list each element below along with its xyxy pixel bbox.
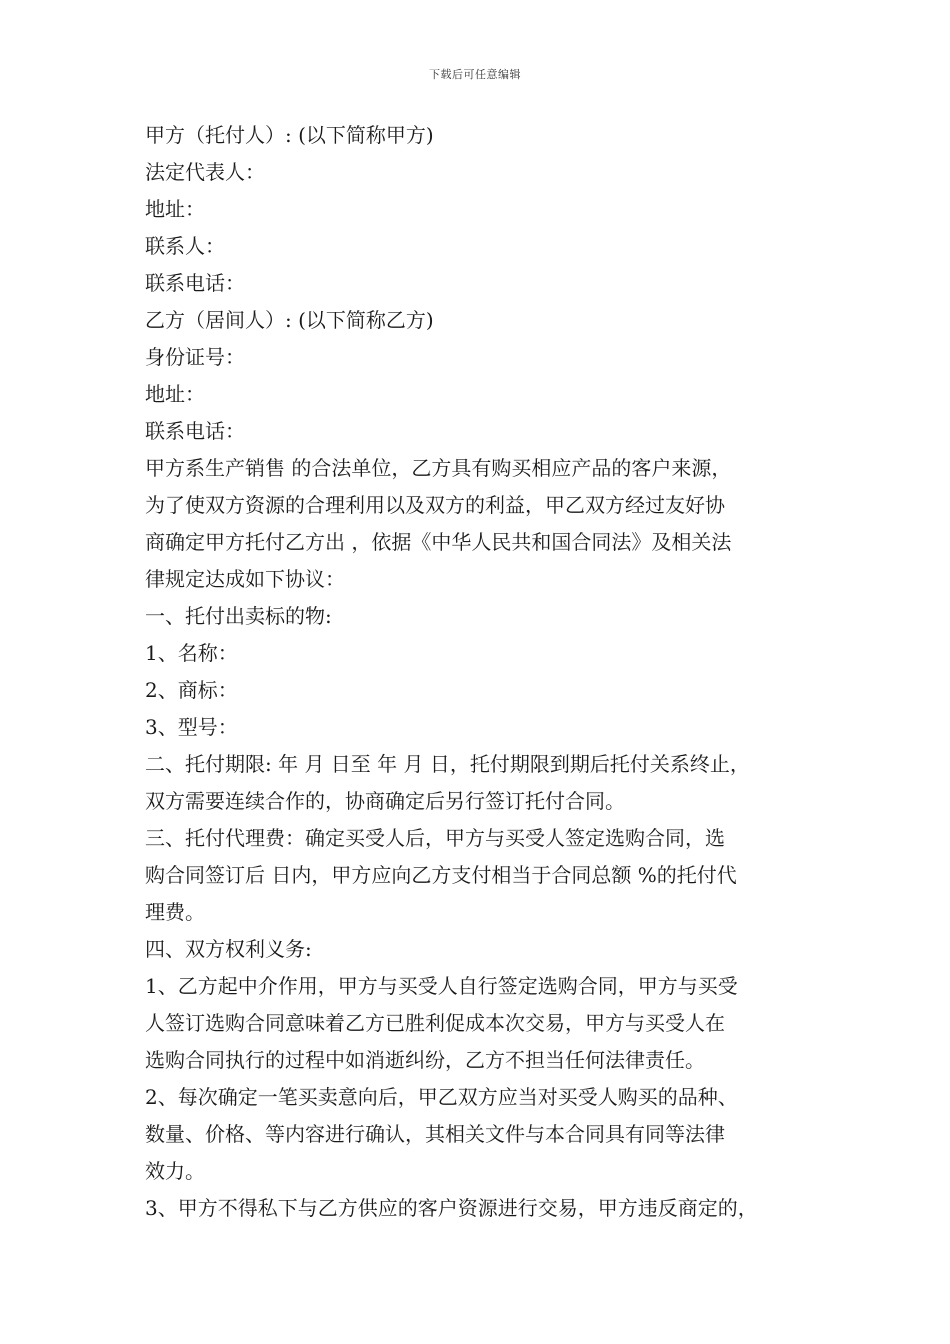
obligation-2-line: 数量、价格、等内容进行确认，其相关文件与本合同具有同等法律 <box>145 1122 725 1146</box>
item-trademark-line: 2、商标： <box>145 678 238 702</box>
obligation-2-line: 2、每次确定一笔买卖意向后，甲乙双方应当对买受人购买的品种、 <box>145 1085 738 1109</box>
term-clause-line: 二、托付期限: 年 月 日至 年 月 日，托付期限到期后托付关系终止， <box>145 752 750 776</box>
fee-clause-line: 理费。 <box>145 900 205 924</box>
item-model-line: 3、型号： <box>145 715 238 739</box>
document-body <box>145 117 825 1227</box>
obligation-1-line: 选购合同执行的过程中如消逝纠纷，乙方不担当任何法律责任。 <box>145 1048 705 1072</box>
party-a-line: 甲方（托付人）: (以下简称甲方) <box>145 123 434 147</box>
fee-clause-line: 购合同签订后 日内，甲方应向乙方支付相当于合同总额 %的托付代 <box>145 863 737 887</box>
legal-representative-line: 法定代表人： <box>145 160 265 184</box>
preamble-line: 商确定甲方托付乙方出 ，依据《中华人民共和国合同法》及相关法 <box>145 530 732 554</box>
section-heading: 四、双方权利义务: <box>145 937 312 961</box>
term-clause-line: 双方需要连续合作的，协商确定后另行签订托付合同。 <box>145 789 625 813</box>
preamble-line: 甲方系生产销售 的合法单位，乙方具有购买相应产品的客户来源， <box>145 456 732 480</box>
party-a-contact-line: 联系人： <box>145 234 225 258</box>
party-b-address-line: 地址： <box>145 382 205 406</box>
preamble-line: 为了使双方资源的合理利用以及双方的利益，甲乙双方经过友好协 <box>145 493 725 517</box>
item-name-line: 1、名称： <box>145 641 238 665</box>
party-b-phone-line: 联系电话： <box>145 419 245 443</box>
party-a-phone-line: 联系电话： <box>145 271 245 295</box>
party-a-address-line: 地址： <box>145 197 205 221</box>
obligation-1-line: 人签订选购合同意味着乙方已胜利促成本次交易，甲方与买受人在 <box>145 1011 725 1035</box>
fee-clause-line: 三、托付代理费：确定买受人后，甲方与买受人签定选购合同，选 <box>145 826 725 850</box>
obligation-2-line: 效力。 <box>145 1159 205 1183</box>
party-b-line: 乙方（居间人）: (以下简称乙方) <box>145 308 434 332</box>
page-header: 下载后可任意编辑 <box>429 68 521 81</box>
obligation-1-line: 1、乙方起中介作用，甲方与买受人自行签定选购合同，甲方与买受 <box>145 974 738 998</box>
preamble-line: 律规定达成如下协议： <box>145 567 345 591</box>
section-heading: 一、托付出卖标的物: <box>145 604 332 628</box>
party-b-id-line: 身份证号： <box>145 345 245 369</box>
obligation-3-line: 3、甲方不得私下与乙方供应的客户资源进行交易，甲方违反商定的， <box>145 1196 758 1220</box>
